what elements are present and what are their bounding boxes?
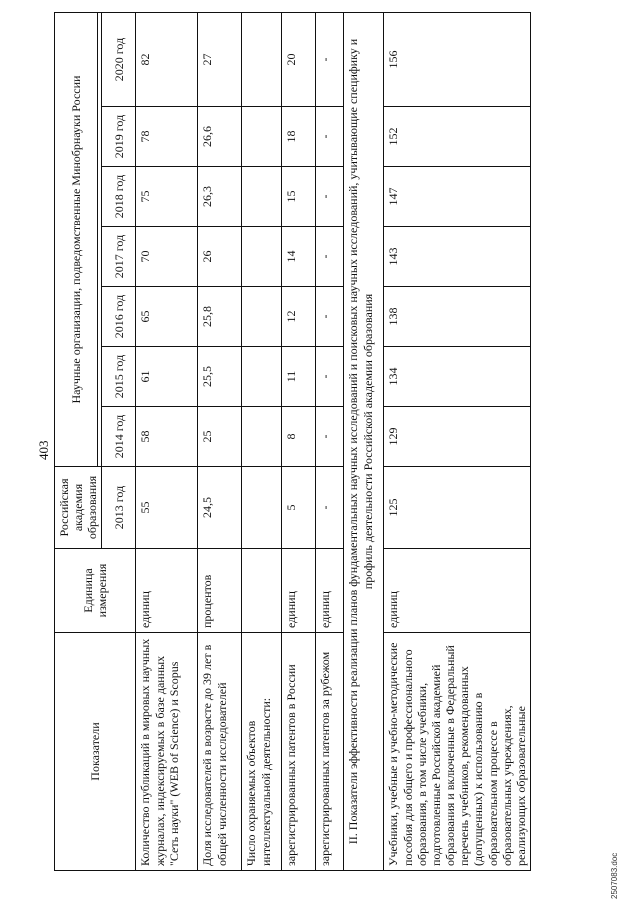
row-value: 152 [384,107,531,167]
row-label: Доля исследователей в возрасте до 39 лет в общей численности исследователей [198,633,242,871]
row-value: - [316,167,344,227]
table-row [316,13,344,871]
row-unit: единиц [384,549,531,633]
row-unit [242,549,282,633]
row-value: 134 [384,347,531,407]
header-indicators: Показатели [55,633,136,871]
row-value: 26 [198,227,242,287]
row-value: 138 [384,287,531,347]
row-unit: процентов [198,549,242,633]
row-value [242,287,282,347]
page-number: 403 [36,440,51,460]
row-value: 25,8 [198,287,242,347]
row-value: 26,3 [198,167,242,227]
row-value [242,107,282,167]
row-rao-value: - [316,467,344,549]
row-value: 75 [136,167,198,227]
row-value: 27 [198,13,242,107]
row-value: - [316,287,344,347]
row-label: зарегистрированных патентов в России [282,633,316,871]
row-label: Число охраняемых объектов интеллектуальной деятельности: [242,633,282,871]
row-value: - [316,107,344,167]
table-row [384,13,531,871]
row-value: 11 [282,347,316,407]
header-year-2019: 2019 год [102,107,136,167]
header-year-2015: 2015 год [102,347,136,407]
header-year-2020: 2020 год [102,13,136,107]
row-value: - [316,13,344,107]
row-rao-value [242,467,282,549]
row-value [242,407,282,467]
row-unit: единиц [316,549,344,633]
row-value: 58 [136,407,198,467]
header-mon-group: Научные организации, подведомственные Минобрнауки России [55,13,98,467]
row-value [242,167,282,227]
row-value: 12 [282,287,316,347]
row-value: 18 [282,107,316,167]
row-value: 26,6 [198,107,242,167]
row-value: 82 [136,13,198,107]
file-footer: 2507083.doc [610,852,619,899]
row-label: Учебники, учебные и учебно-методические пособия для общего и профессионального образования, в том числе учебники, подготовленные Российской академией образования и включенные в Федеральный перечень учебников, рекомендованных (допущенных) к использованию в образовательном процессе в образовательных учреждениях, реализующих образовательные [384,633,531,871]
header-year-2016: 2016 год [102,287,136,347]
row-value [242,13,282,107]
table-row [282,13,316,871]
row-value: - [316,227,344,287]
row-value: 129 [384,407,531,467]
header-rao-group: Российская академия образования [55,467,102,549]
row-value: 25 [198,407,242,467]
row-value: 143 [384,227,531,287]
row-value: 20 [282,13,316,107]
row-value: 14 [282,227,316,287]
row-value: 15 [282,167,316,227]
row-value: - [316,347,344,407]
row-value: 147 [384,167,531,227]
row-rao-value: 125 [384,467,531,549]
row-rao-value: 24,5 [198,467,242,549]
row-value: 8 [282,407,316,467]
row-value: - [316,407,344,467]
section-title: II. Показатели эффективности реализации планов фундаментальных научных исследований и поисковых научных исследований, учитывающие специфику и профиль деятельности Российской академии образования [344,13,384,871]
row-unit: единиц [282,549,316,633]
row-value [242,347,282,407]
row-label: зарегистрированных патентов за рубежом [316,633,344,871]
indicators-table [54,12,531,871]
row-value [242,227,282,287]
header-unit: Единица измерения [55,549,136,633]
table-row [198,13,242,871]
header-rao-year: 2013 год [102,467,136,549]
row-value: 70 [136,227,198,287]
row-value: 61 [136,347,198,407]
row-value: 25,5 [198,347,242,407]
row-value: 156 [384,13,531,107]
row-unit: единиц [136,549,198,633]
table-row [242,13,282,871]
table-row [136,13,198,871]
section-row [344,13,384,871]
row-value: 65 [136,287,198,347]
header-year-2017: 2017 год [102,227,136,287]
header-year-2018: 2018 год [102,167,136,227]
row-value: 78 [136,107,198,167]
row-label: Количество публикаций в мировых научных журналах, индексируемых в базе данных "Сеть науки" (WEB of Science) и Scopus [136,633,198,871]
header-year-2014: 2014 год [102,407,136,467]
row-rao-value: 55 [136,467,198,549]
row-rao-value: 5 [282,467,316,549]
